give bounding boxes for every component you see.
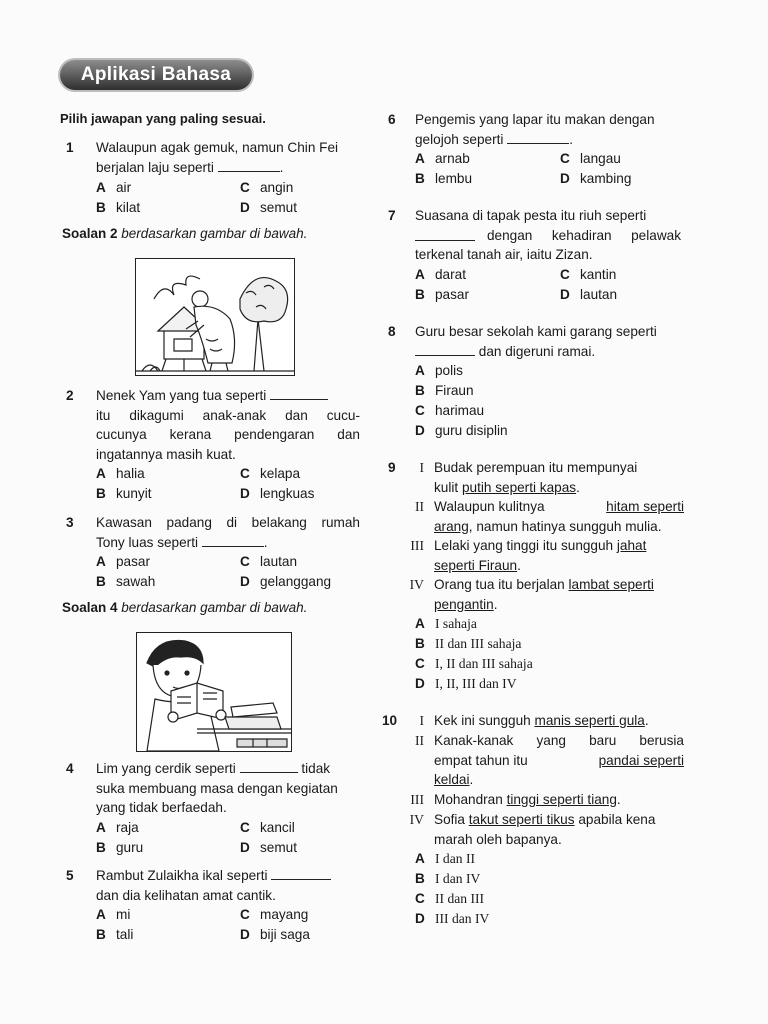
option-a[interactable]: A halia <box>96 466 145 481</box>
statement-numeral: II <box>414 733 424 748</box>
option-a[interactable]: A darat <box>415 267 466 282</box>
statement-3: Lelaki yang tinggi itu sungguh jahat seperti Firaun. <box>434 538 647 573</box>
statement-1: Kek ini sungguh manis seperti gula. <box>434 713 649 728</box>
question-number: 4 <box>66 761 74 776</box>
question-1 <box>66 138 366 220</box>
question-5 <box>66 866 366 948</box>
option-c[interactable]: C angin <box>240 180 294 195</box>
question-number: 9 <box>388 460 396 475</box>
question-number: 3 <box>66 515 74 530</box>
illustration-boy-reading <box>136 632 292 752</box>
option-c[interactable]: C lautan <box>240 554 298 569</box>
statement-4: Orang tua itu berjalan lambat seperti pengantin. <box>434 577 654 612</box>
statement-numeral: I <box>419 460 424 475</box>
question-number: 6 <box>388 112 396 127</box>
question-number: 10 <box>382 713 398 728</box>
option-d[interactable]: D III dan IV <box>415 911 490 926</box>
option-a[interactable]: A I dan II <box>415 851 476 866</box>
question-text: Walaupun agak gemuk, namun Chin Fei berjalan laju seperti . <box>96 140 339 175</box>
option-b[interactable]: B kilat <box>96 200 141 215</box>
option-c[interactable]: C II dan III <box>415 891 485 906</box>
question-text: Lim yang cerdik seperti tidak suka membuang masa dengan kegiatan yang tidak berfaedah. <box>96 761 338 815</box>
question-text: Kawasan padang di belakang rumah Tony luas seperti . <box>96 515 360 550</box>
option-b[interactable]: B kunyit <box>96 486 152 501</box>
question-text: Suasana di tapak pesta itu riuh seperti dengan kehadiran pelawak terkenal tanah air, iaitu Zizan. <box>415 208 681 262</box>
option-b[interactable]: B guru <box>96 840 144 855</box>
illustration-grandmother <box>135 258 295 376</box>
option-a[interactable]: A I sahaja <box>415 616 477 631</box>
option-a[interactable]: A arnab <box>415 151 470 166</box>
option-b[interactable]: B pasar <box>415 287 470 302</box>
option-c[interactable]: C I, II dan III sahaja <box>415 656 533 671</box>
option-d[interactable]: D guru disiplin <box>415 423 508 438</box>
section-title: Aplikasi Bahasa <box>80 64 232 85</box>
option-d[interactable]: D semut <box>240 840 298 855</box>
option-a[interactable]: A raja <box>96 820 139 835</box>
question-4 <box>66 759 366 859</box>
question-text: Nenek Yam yang tua seperti itu dikagumi anak-anak dan cucu- cucunya kerana pendengaran dan ingatannya masih kuat. <box>96 388 360 462</box>
note-question-4: Soalan 4 berdasarkan gambar di bawah. <box>62 600 308 615</box>
section-title-badge <box>60 60 252 90</box>
option-b[interactable]: B tali <box>96 927 134 942</box>
question-text: Pengemis yang lapar itu makan dengan gelojoh seperti . <box>415 112 655 147</box>
statement-numeral: IV <box>409 577 424 592</box>
statement-numeral: III <box>410 538 424 553</box>
statement-numeral: I <box>419 713 424 728</box>
note-question-2: Soalan 2 berdasarkan gambar di bawah. <box>62 226 308 241</box>
option-b[interactable]: B II dan III sahaja <box>415 636 522 651</box>
question-8 <box>388 322 688 442</box>
question-3 <box>66 513 366 595</box>
statement-numeral: IV <box>409 812 424 827</box>
question-number: 5 <box>66 868 74 883</box>
option-b[interactable]: B sawah <box>96 574 156 589</box>
option-a[interactable]: A polis <box>415 363 463 378</box>
option-a[interactable]: A air <box>96 180 132 195</box>
statement-3: Mohandran tinggi seperti tiang. <box>434 792 621 807</box>
option-a[interactable]: A mi <box>96 907 131 922</box>
question-9 <box>388 458 688 698</box>
question-number: 1 <box>66 140 74 155</box>
option-d[interactable]: D lengkuas <box>240 486 315 501</box>
option-c[interactable]: C kantin <box>560 267 617 282</box>
option-a[interactable]: A pasar <box>96 554 151 569</box>
option-d[interactable]: D semut <box>240 200 298 215</box>
question-number: 8 <box>388 324 396 339</box>
option-c[interactable]: C langau <box>560 151 621 166</box>
option-b[interactable]: B lembu <box>415 171 473 186</box>
option-d[interactable]: D gelanggang <box>240 574 332 589</box>
statement-1: Budak perempuan itu mempunyai kulit putih seperti kapas. <box>434 460 638 495</box>
option-d[interactable]: D I, II, III dan IV <box>415 676 517 691</box>
statement-numeral: II <box>414 499 424 514</box>
statement-numeral: III <box>410 792 424 807</box>
question-number: 2 <box>66 388 74 403</box>
question-text: Guru besar sekolah kami garang seperti dan digeruni ramai. <box>415 324 657 359</box>
option-d[interactable]: D lautan <box>560 287 618 302</box>
option-d[interactable]: D kambing <box>560 171 632 186</box>
option-b[interactable]: B Firaun <box>415 383 474 398</box>
question-number: 7 <box>388 208 396 223</box>
option-c[interactable]: C kelapa <box>240 466 301 481</box>
boy-reading-illustration <box>137 633 291 751</box>
question-2 <box>66 386 366 506</box>
statement-4: Sofia takut seperti tikus apabila kena marah oleh bapanya. <box>434 812 656 847</box>
option-b[interactable]: B I dan IV <box>415 871 481 886</box>
question-10 <box>382 711 688 931</box>
instruction: Pilih jawapan yang paling sesuai. <box>60 111 266 126</box>
grandmother-illustration <box>136 259 294 375</box>
statement-2: Walaupun kulitnya hitam seperti arang, namun hatinya sungguh mulia. <box>434 499 684 534</box>
question-7 <box>388 206 688 306</box>
option-c[interactable]: C kancil <box>240 820 295 835</box>
statement-2: Kanak-kanak yang baru berusia empat tahun itu pandai seperti keldai. <box>434 733 684 787</box>
question-text: Rambut Zulaikha ikal seperti dan dia kelihatan amat cantik. <box>96 866 366 905</box>
question-6 <box>388 110 688 192</box>
option-c[interactable]: C mayang <box>240 907 309 922</box>
option-d[interactable]: D biji saga <box>240 927 310 942</box>
option-c[interactable]: C harimau <box>415 403 485 418</box>
